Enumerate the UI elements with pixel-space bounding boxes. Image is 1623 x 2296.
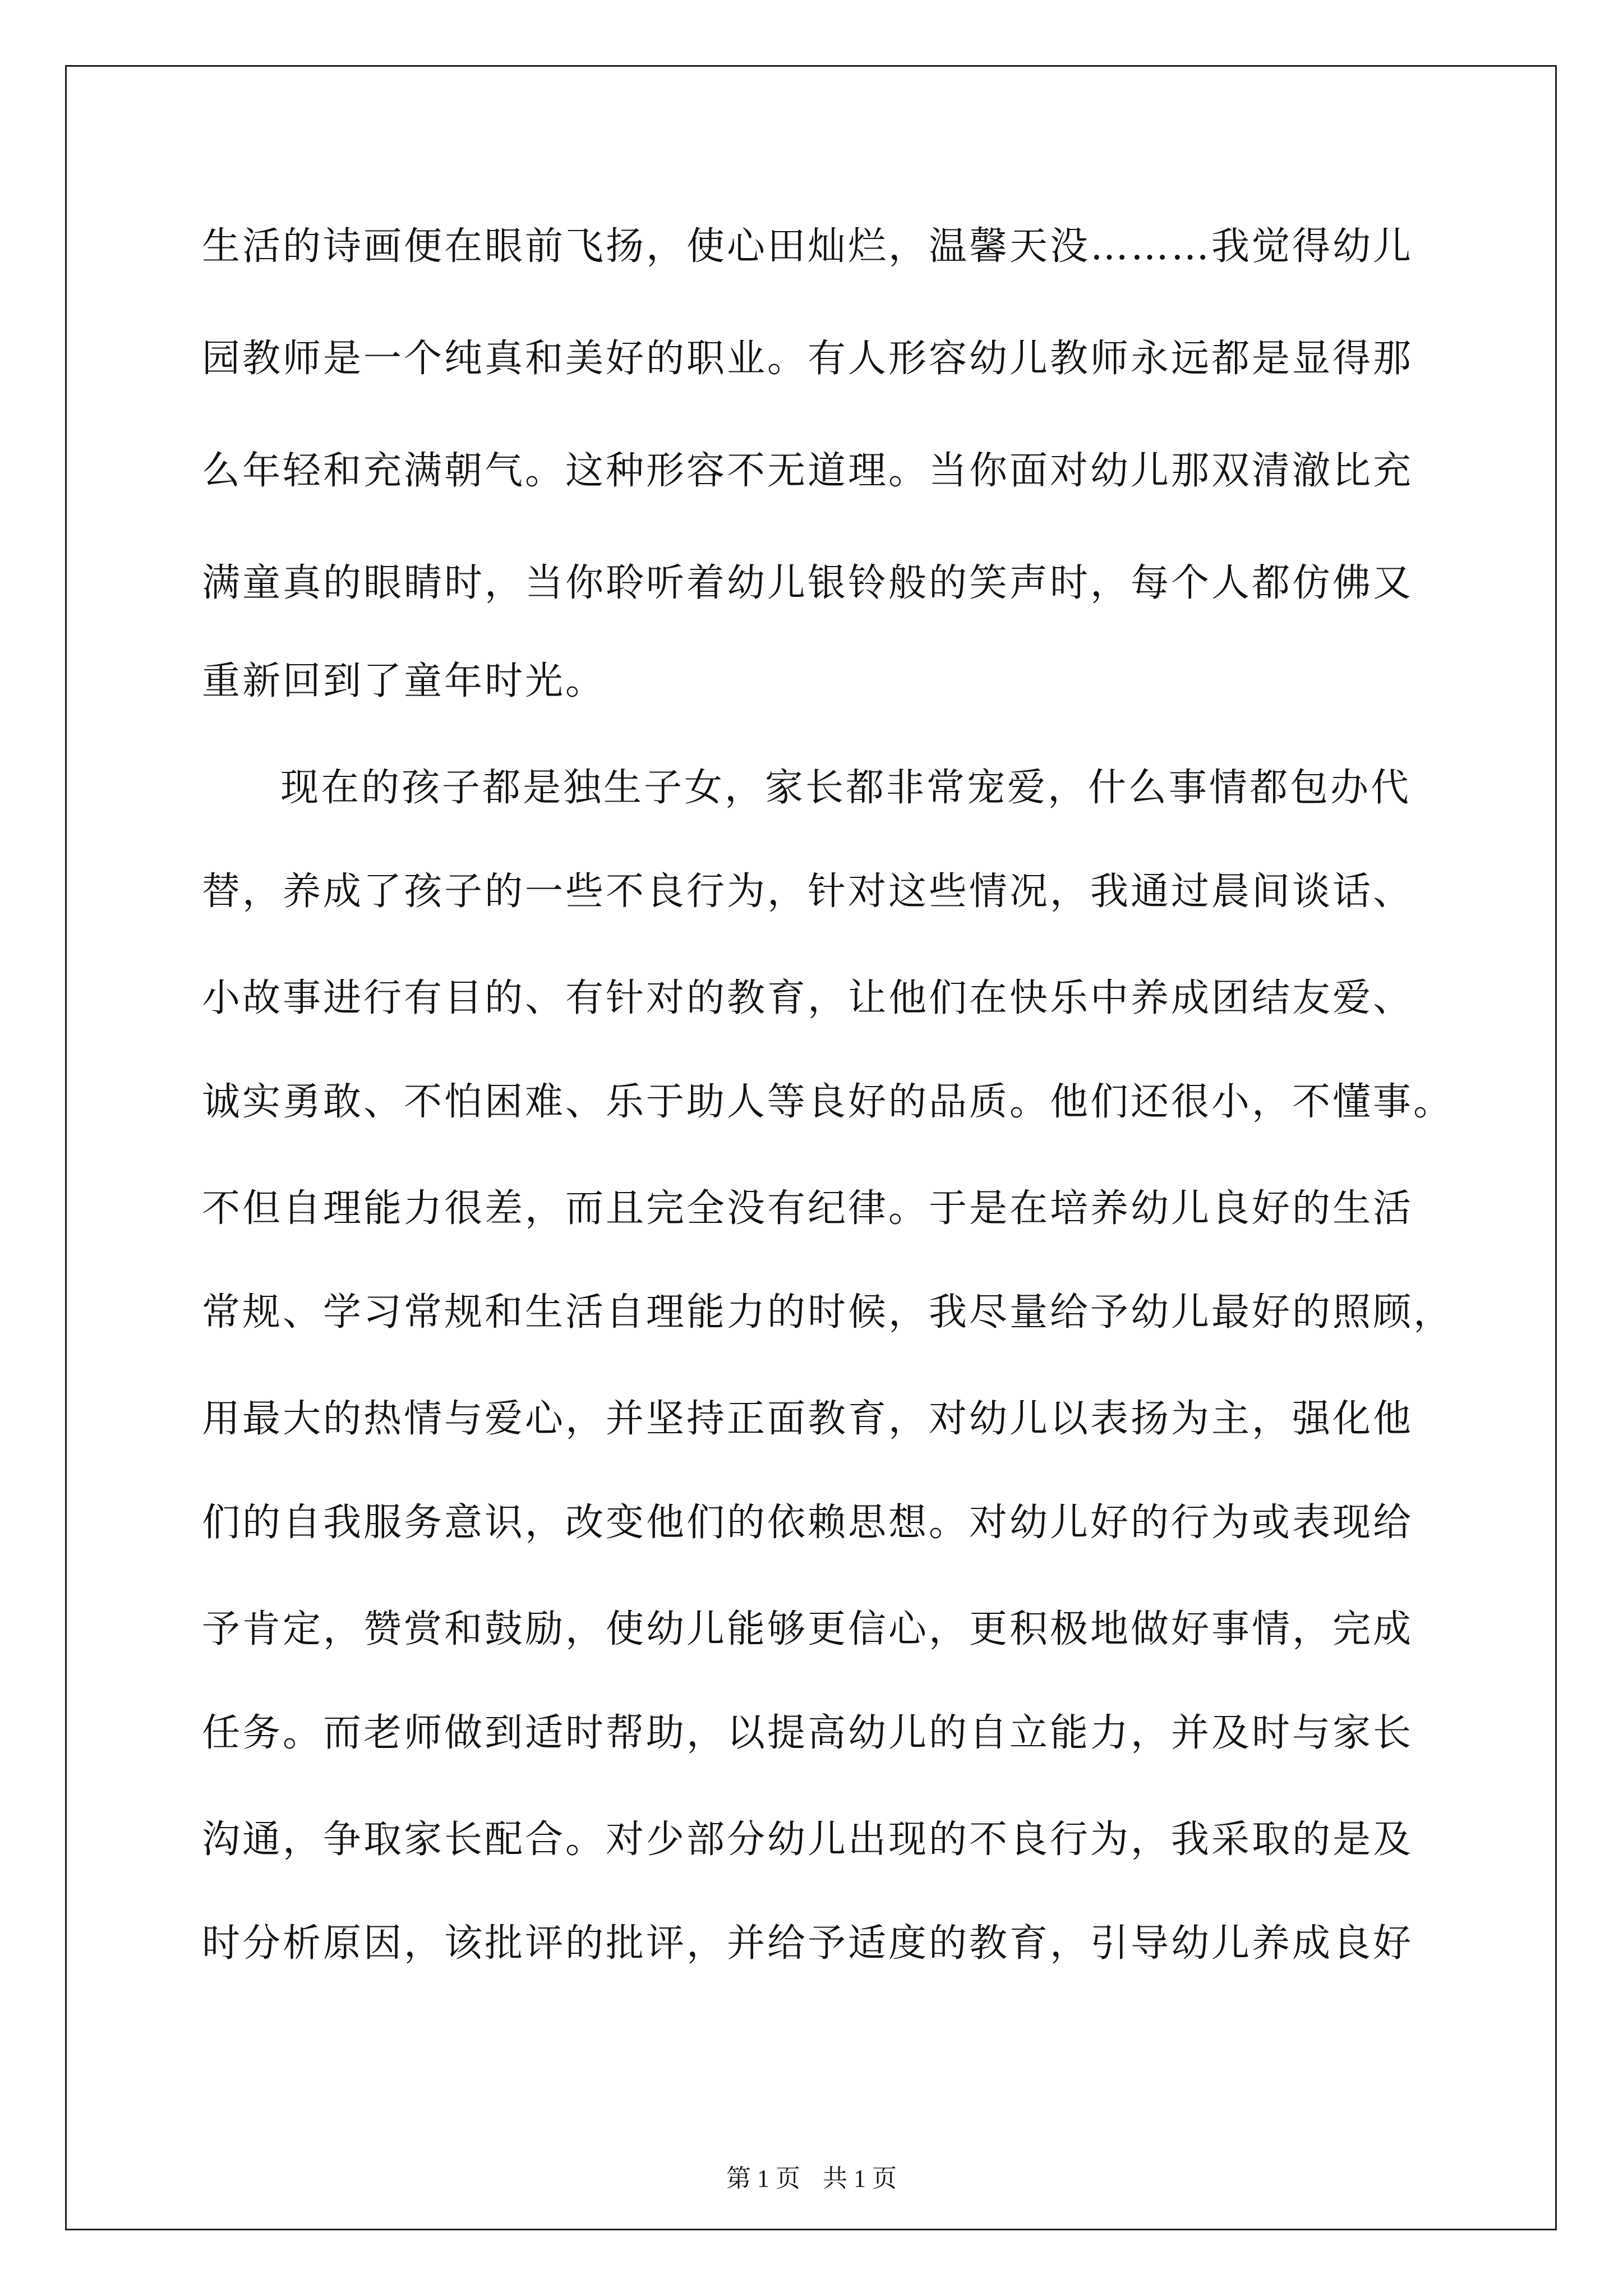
text-line: 不但自理能力很差，而且完全没有纪律。于是在培养幼儿良好的生活 <box>202 1186 1414 1231</box>
text-line: 满童真的眼睛时，当你聆听着幼儿银铃般的笑声时，每个人都仿佛又 <box>202 561 1414 605</box>
text-line: 么年轻和充满朝气。这种形容不无道理。当你面对幼儿那双清澈比充 <box>202 449 1414 493</box>
text-line: 园教师是一个纯真和美好的职业。有人形容幼儿教师永远都是显得那 <box>202 337 1414 381</box>
text-line: 沟通，争取家长配合。对少部分幼儿出现的不良行为，我采取的是及 <box>202 1818 1414 1862</box>
text-line: 常规、学习常规和生活自理能力的时候，我尽量给予幼儿最好的照顾， <box>202 1290 1454 1335</box>
text-line: 替，养成了孩子的一些不良行为，针对这些情况，我通过晨间谈话、 <box>202 869 1414 914</box>
text-line: 任务。而老师做到适时帮助，以提高幼儿的自立能力，并及时与家长 <box>202 1711 1414 1755</box>
page-footer <box>0 2163 1623 2194</box>
text-line: 生活的诗画便在眼前飞扬，使心田灿烂，温馨天没………我觉得幼儿 <box>202 224 1414 269</box>
paragraph-start-line: 现在的孩子都是独生子女，家长都非常宠爱，什么事情都包办代 <box>280 766 1412 810</box>
text-line: 重新回到了童年时光。 <box>202 659 606 703</box>
text-line: 小故事进行有目的、有针对的教育，让他们在快乐中养成团结友爱、 <box>202 976 1414 1020</box>
text-line: 诚实勇敢、不怕困难、乐于助人等良好的品质。他们还很小，不懂事。 <box>202 1080 1454 1124</box>
page-number: 第 1 页 <box>726 2165 800 2192</box>
page-total: 共 1 页 <box>823 2165 897 2192</box>
text-line: 们的自我服务意识，改变他们的依赖思想。对幼儿好的行为或表现给 <box>202 1501 1414 1545</box>
text-line: 予肯定，赞赏和鼓励，使幼儿能够更信心，更积极地做好事情，完成 <box>202 1607 1414 1651</box>
page-border <box>65 65 1557 2230</box>
text-line: 用最大的热情与爱心，并坚持正面教育，对幼儿以表扬为主，强化他 <box>202 1397 1414 1441</box>
text-line: 时分析原因，该批评的批评，并给予适度的教育，引导幼儿养成良好 <box>202 1921 1414 1966</box>
